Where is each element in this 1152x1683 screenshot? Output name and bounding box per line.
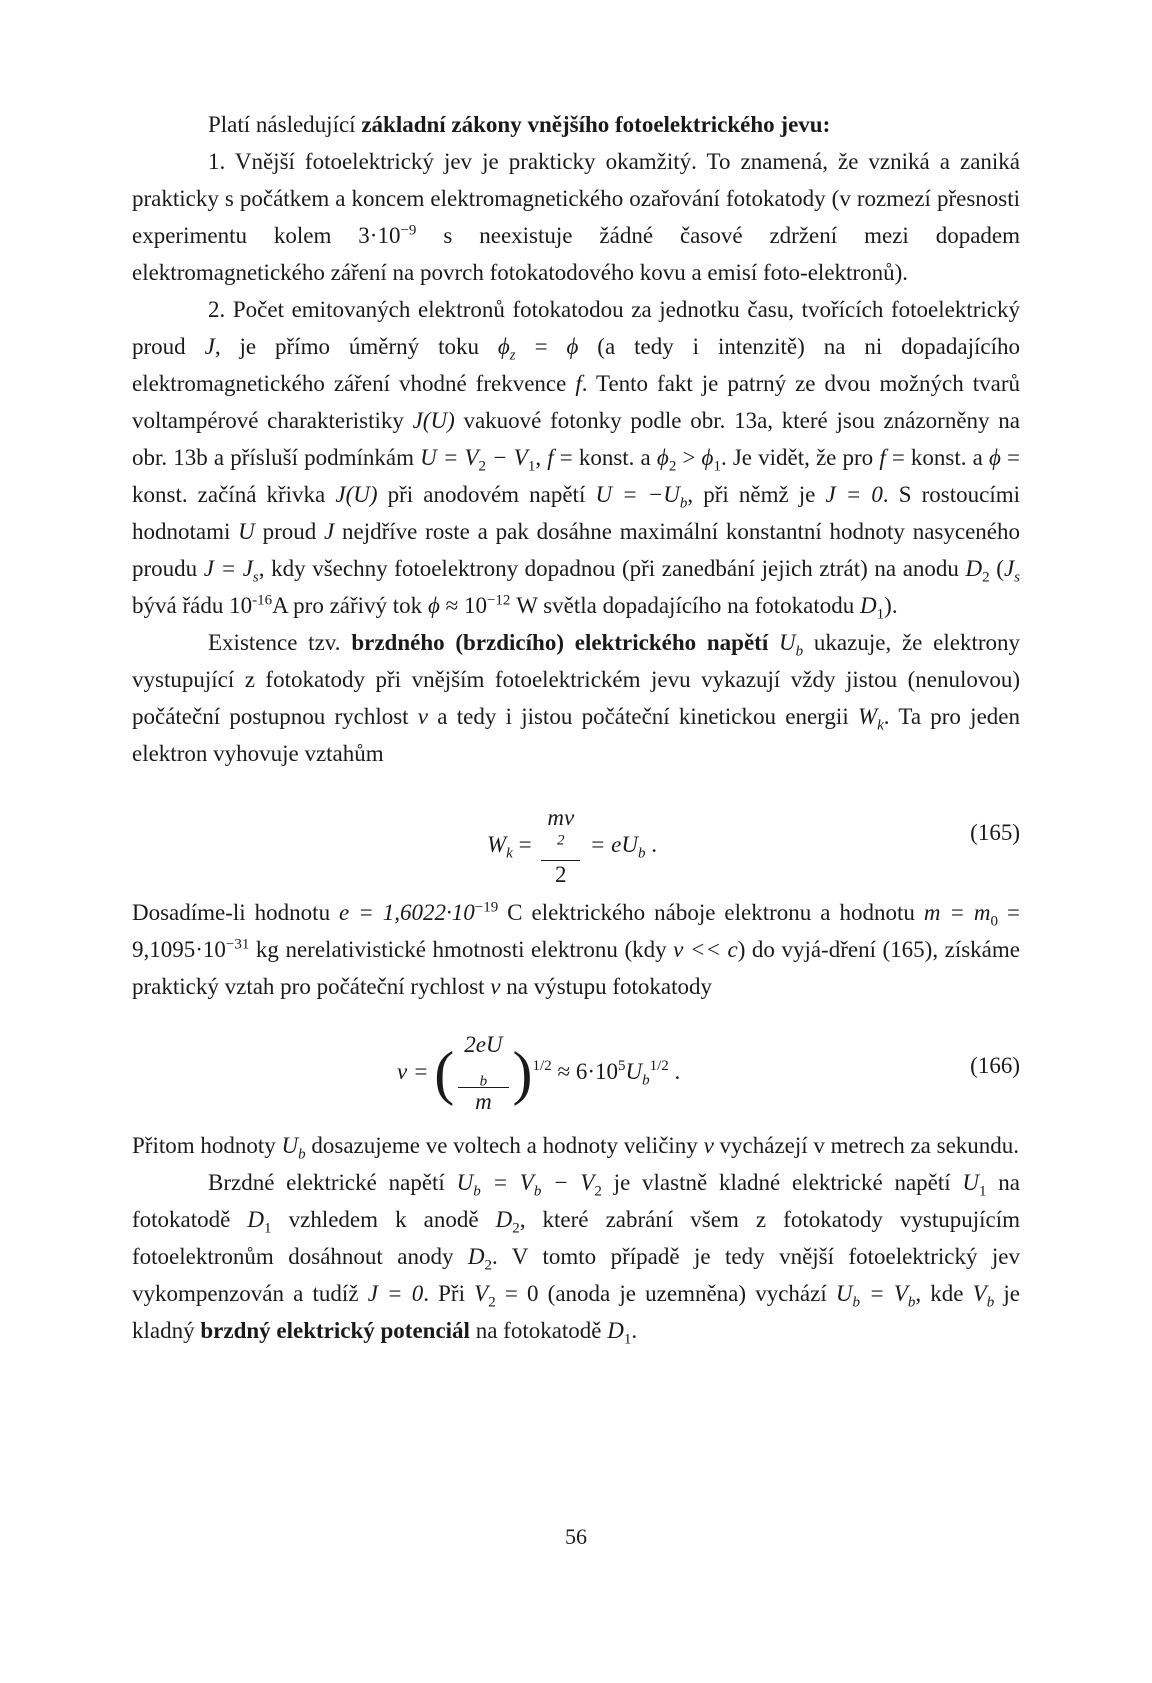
math-symbol: D xyxy=(495,1207,513,1232)
math-expression: v << c xyxy=(673,937,738,962)
math-subscript: 2 xyxy=(512,1220,520,1237)
math-subscript: k xyxy=(506,845,513,862)
math-subscript: 2 xyxy=(478,458,487,475)
math-symbol: ϕ xyxy=(427,593,440,618)
math-subscript: b xyxy=(986,1294,995,1311)
math-symbol: ϕ xyxy=(988,445,1001,470)
math-subscript: b xyxy=(638,845,646,862)
paragraph-text xyxy=(768,630,779,655)
text-body xyxy=(132,106,1020,1349)
equation-166 xyxy=(132,1017,1020,1113)
math-symbol: D xyxy=(467,1244,485,1269)
math-symbol: f xyxy=(547,445,554,470)
math-expression: ≈ 6·10 xyxy=(551,1058,618,1084)
math-exponent: −31 xyxy=(225,936,250,953)
math-exponent: 5 xyxy=(618,1058,626,1075)
math-subscript: 2 xyxy=(982,569,990,586)
math-subscript: 1 xyxy=(623,1331,632,1348)
math-symbol: J(U) xyxy=(335,482,378,507)
math-symbol: D xyxy=(607,1318,624,1343)
intro-bold: základní zákony vnějšího fotoelektrického jevu: xyxy=(361,112,831,137)
math-subscript: 0 xyxy=(990,913,999,930)
math-subscript: b xyxy=(473,1183,481,1200)
law2-text: = konst. a xyxy=(553,445,657,470)
math-expression: J = J xyxy=(203,556,253,581)
law-1 xyxy=(132,143,1020,291)
law2-text: . Je vidět, že pro xyxy=(720,445,880,470)
math-subscript: b xyxy=(533,1183,542,1200)
paragraph-text: , které zabrání všem z fotokatody vystupujícím fotoelektronům dosáhnout anody xyxy=(132,1207,1020,1269)
math-exponent: -16 xyxy=(252,592,273,609)
math-subscript: 1 xyxy=(527,458,536,475)
math-expression: − V xyxy=(486,445,528,470)
math-subscript: 2 xyxy=(488,1294,496,1311)
math-symbol: U xyxy=(835,1281,853,1306)
paragraph-text: vycházejí v metrech za sekundu. xyxy=(713,1133,1020,1158)
math-expression: v = xyxy=(397,1058,435,1084)
law2-text: 2. Počet emitovaných elektronů fotokatodou za jednotku času, tvořících fotoelektrický proud xyxy=(132,297,1020,359)
math-expression: mv xyxy=(547,805,575,830)
math-symbol: D xyxy=(860,593,877,618)
math-expression: e = 1,6022·10 xyxy=(339,900,475,925)
math-symbol: J(U) xyxy=(412,408,455,433)
math-exponent: 1/2 xyxy=(649,1058,669,1075)
law2-text: . S rostoucími hodnotami xyxy=(132,482,1020,544)
fraction xyxy=(541,804,580,889)
law2-text: ). xyxy=(884,593,898,618)
math-symbol: U xyxy=(962,1170,980,1195)
paragraph-text: Existence tzv. xyxy=(208,630,352,655)
math-expression: m = m xyxy=(923,900,991,925)
math-symbol: U xyxy=(281,1133,299,1158)
law1-exponent: −9 xyxy=(400,222,417,239)
paragraph-text: Dosadíme-li hodnotu xyxy=(132,900,340,925)
math-symbol: v xyxy=(490,974,501,999)
math-operator: . xyxy=(668,1058,681,1084)
bold-term: brzdného (brzdicího) elektrického napětí xyxy=(351,630,769,655)
math-subscript: 2 xyxy=(668,458,677,475)
math-subscript: s xyxy=(252,569,259,586)
law2-text: při anodovém napětí xyxy=(377,482,596,507)
math-subscript: b xyxy=(298,1146,306,1163)
math-symbol: U xyxy=(779,630,796,655)
right-paren: ) xyxy=(512,1040,533,1106)
equation-number: (166) xyxy=(970,1053,1020,1078)
law2-text: , kdy všechny fotoelektrony dopadnou (při zanedbání jejich ztrát) na anodu xyxy=(258,556,966,581)
paragraph-text: Přitom hodnoty xyxy=(132,1133,282,1158)
law2-text: vakuové fotonky podle obr. 13a, které jsou znázorněny na obr. 13b a přísluší podmínkám xyxy=(132,408,1020,470)
math-symbol: f xyxy=(575,371,582,396)
math-expression: = eU xyxy=(584,831,638,857)
law1-text-a: 1. Vnější fotoelektrický jev je prakticky okamžitý. To znamená, že vzniká a zaniká prakticky s počátkem a koncem elektromagnetického ozařování fotokatody (v rozmezí přesnosti experimentu kolem 3·10 xyxy=(132,149,1020,248)
brake-voltage-paragraph xyxy=(132,624,1020,772)
math-subscript: b xyxy=(479,1073,488,1090)
math-symbol: f xyxy=(879,445,886,470)
paragraph-text: na fotokatodě xyxy=(132,1170,1021,1232)
math-operator: . xyxy=(645,831,657,857)
math-subscript: 1 xyxy=(264,1220,272,1237)
math-symbol: v xyxy=(417,704,429,729)
paragraph-text: je vlastně kladné elektrické napětí xyxy=(601,1170,963,1195)
paragraph-text: . xyxy=(631,1318,638,1343)
math-symbol: W xyxy=(487,831,507,857)
law2-text: = konst. a xyxy=(885,445,989,470)
paragraph-text: kg nerelativistické hmotnosti elektronu (kdy xyxy=(249,937,674,962)
math-exponent: −12 xyxy=(486,592,511,609)
math-expression: 2eU xyxy=(464,1032,503,1057)
math-expression: = 9,1095·10 xyxy=(132,900,1020,962)
final-paragraph xyxy=(132,1164,1020,1349)
math-symbol: J xyxy=(324,519,335,544)
fraction-denominator: 2 xyxy=(554,862,567,887)
math-subscript: 2 xyxy=(484,1257,493,1274)
paragraph-text: . Ta pro jeden elektron vyhovuje vztahům xyxy=(132,704,1020,766)
math-symbol: J xyxy=(204,334,215,359)
law2-text: > xyxy=(676,445,702,470)
law2-text: ≈ 10 xyxy=(439,593,487,618)
math-subscript: s xyxy=(1014,569,1020,586)
math-symbol: W xyxy=(857,704,878,729)
math-symbol: ϕ xyxy=(566,334,579,359)
equation-formula xyxy=(487,804,657,889)
paragraph-text: ) do vyjá-dření (165), získáme praktický vztah pro počáteční rychlost xyxy=(132,937,1020,999)
math-symbol: ϕ xyxy=(701,445,714,470)
paragraph-text: . V tomto případě je tedy vnější fotoelektrický jev vykompenzován a tudíž xyxy=(132,1244,1021,1306)
fraction-numerator xyxy=(458,1031,508,1088)
paragraph-text: na výstupu fotokatody xyxy=(500,974,712,999)
law2-text: , je přímo úměrný toku xyxy=(214,334,498,359)
math-symbol: D xyxy=(247,1207,265,1232)
law1-text-b: s neexistuje žádné časové zdržení mezi dopadem elektromagnetického záření na povrch fotokatodového kovu a emisí foto-elektronů). xyxy=(132,223,1021,285)
left-paren: ( xyxy=(434,1040,455,1106)
paragraph-text: na fotokatodě xyxy=(469,1318,608,1343)
paragraph-text: , kde xyxy=(915,1281,973,1306)
math-expression: U = −U xyxy=(595,482,680,507)
paragraph-text: je kladný xyxy=(132,1281,1020,1343)
math-subscript: b xyxy=(907,1294,916,1311)
law2-text: proud xyxy=(254,519,325,544)
units-paragraph xyxy=(132,1127,1020,1164)
math-subscript: 1 xyxy=(713,458,721,475)
math-expression: J = 0 xyxy=(367,1281,424,1306)
intro-line xyxy=(208,106,1020,143)
law2-text: = konst. začíná křivka xyxy=(132,445,1020,507)
law-2 xyxy=(132,291,1020,624)
fraction-denominator: m xyxy=(475,1089,492,1114)
math-expression: U = V xyxy=(420,445,479,470)
law2-text: , xyxy=(535,445,548,470)
equation-165 xyxy=(132,784,1020,887)
equation-number: (165) xyxy=(970,820,1020,845)
law2-text: A pro zářivý tok xyxy=(272,593,428,618)
math-symbol: U xyxy=(456,1170,474,1195)
law2-text: = xyxy=(515,334,567,359)
math-subscript: b xyxy=(852,1294,860,1311)
paragraph-text: a tedy i jistou počáteční kinetickou energii xyxy=(428,704,858,729)
math-symbol: V xyxy=(474,1281,489,1306)
paragraph-text: C elektrického náboje elektronu a hodnotu xyxy=(498,900,924,925)
substitution-paragraph xyxy=(132,894,1020,1005)
math-symbol: ϕ xyxy=(497,334,510,359)
math-exponent: 2 xyxy=(556,832,565,849)
law2-text: ( xyxy=(989,556,1004,581)
fraction-numerator xyxy=(541,804,580,861)
law2-text: bývá řádu 10 xyxy=(132,593,253,618)
math-symbol: v xyxy=(703,1133,714,1158)
bold-term: brzdný elektrický potenciál xyxy=(200,1318,470,1343)
paragraph-text: ukazuje, že elektrony vystupující z fotokatody při vnějším fotoelektrickém jevu vykazují vždy jistou (nenulovou) počáteční postupnou rychlost xyxy=(132,630,1021,729)
math-subscript: b xyxy=(679,495,688,512)
math-exponent: −19 xyxy=(474,899,499,916)
math-subscript: b xyxy=(642,1072,650,1089)
fraction xyxy=(458,1031,508,1116)
law2-text: , při němž je xyxy=(687,482,826,507)
math-expression: = V xyxy=(860,1281,908,1306)
page-number: 56 xyxy=(565,1524,587,1549)
math-subscript: 1 xyxy=(979,1183,987,1200)
math-symbol: ϕ xyxy=(656,445,669,470)
math-operator: = xyxy=(512,831,538,857)
paragraph-text: = 0 (anoda je uzemněna) vychází xyxy=(495,1281,836,1306)
law2-text: . Tento fakt je patrný ze dvou možných tvarů voltampérové charakteristiky xyxy=(132,371,1020,433)
math-symbol: D xyxy=(965,556,983,581)
paragraph-text: . Při xyxy=(423,1281,475,1306)
equation-formula xyxy=(397,1031,680,1116)
math-subscript: b xyxy=(795,643,804,660)
math-expression: J = 0 xyxy=(825,482,883,507)
law2-text: (a tedy i intenzitě) na ni dopadajícího elektromagnetického záření vhodné frekvence xyxy=(132,334,1020,396)
math-symbol: V xyxy=(972,1281,987,1306)
math-expression: = V xyxy=(480,1170,534,1195)
paragraph-text: Brzdné elektrické napětí xyxy=(208,1170,457,1195)
math-subscript: 2 xyxy=(594,1183,602,1200)
math-symbol: U xyxy=(238,519,255,544)
law2-text: nejdříve roste a pak dosáhne maximální konstantní hodnoty nasyceného proudu xyxy=(132,519,1020,581)
math-symbol: U xyxy=(625,1058,643,1084)
math-exponent: 1/2 xyxy=(532,1058,552,1075)
law2-text: W světla dopadajícího na fotokatodu xyxy=(510,593,861,618)
math-expression: − V xyxy=(541,1170,595,1195)
paragraph-text: dosazujeme ve voltech a hodnoty veličiny xyxy=(305,1133,704,1158)
intro-text: Platí následující xyxy=(208,112,362,137)
math-subscript: z xyxy=(509,347,516,364)
math-symbol: J xyxy=(1003,556,1015,581)
math-subscript: 1 xyxy=(876,606,885,623)
math-subscript: k xyxy=(877,717,884,734)
paragraph-text: vzhledem k anodě xyxy=(271,1207,496,1232)
